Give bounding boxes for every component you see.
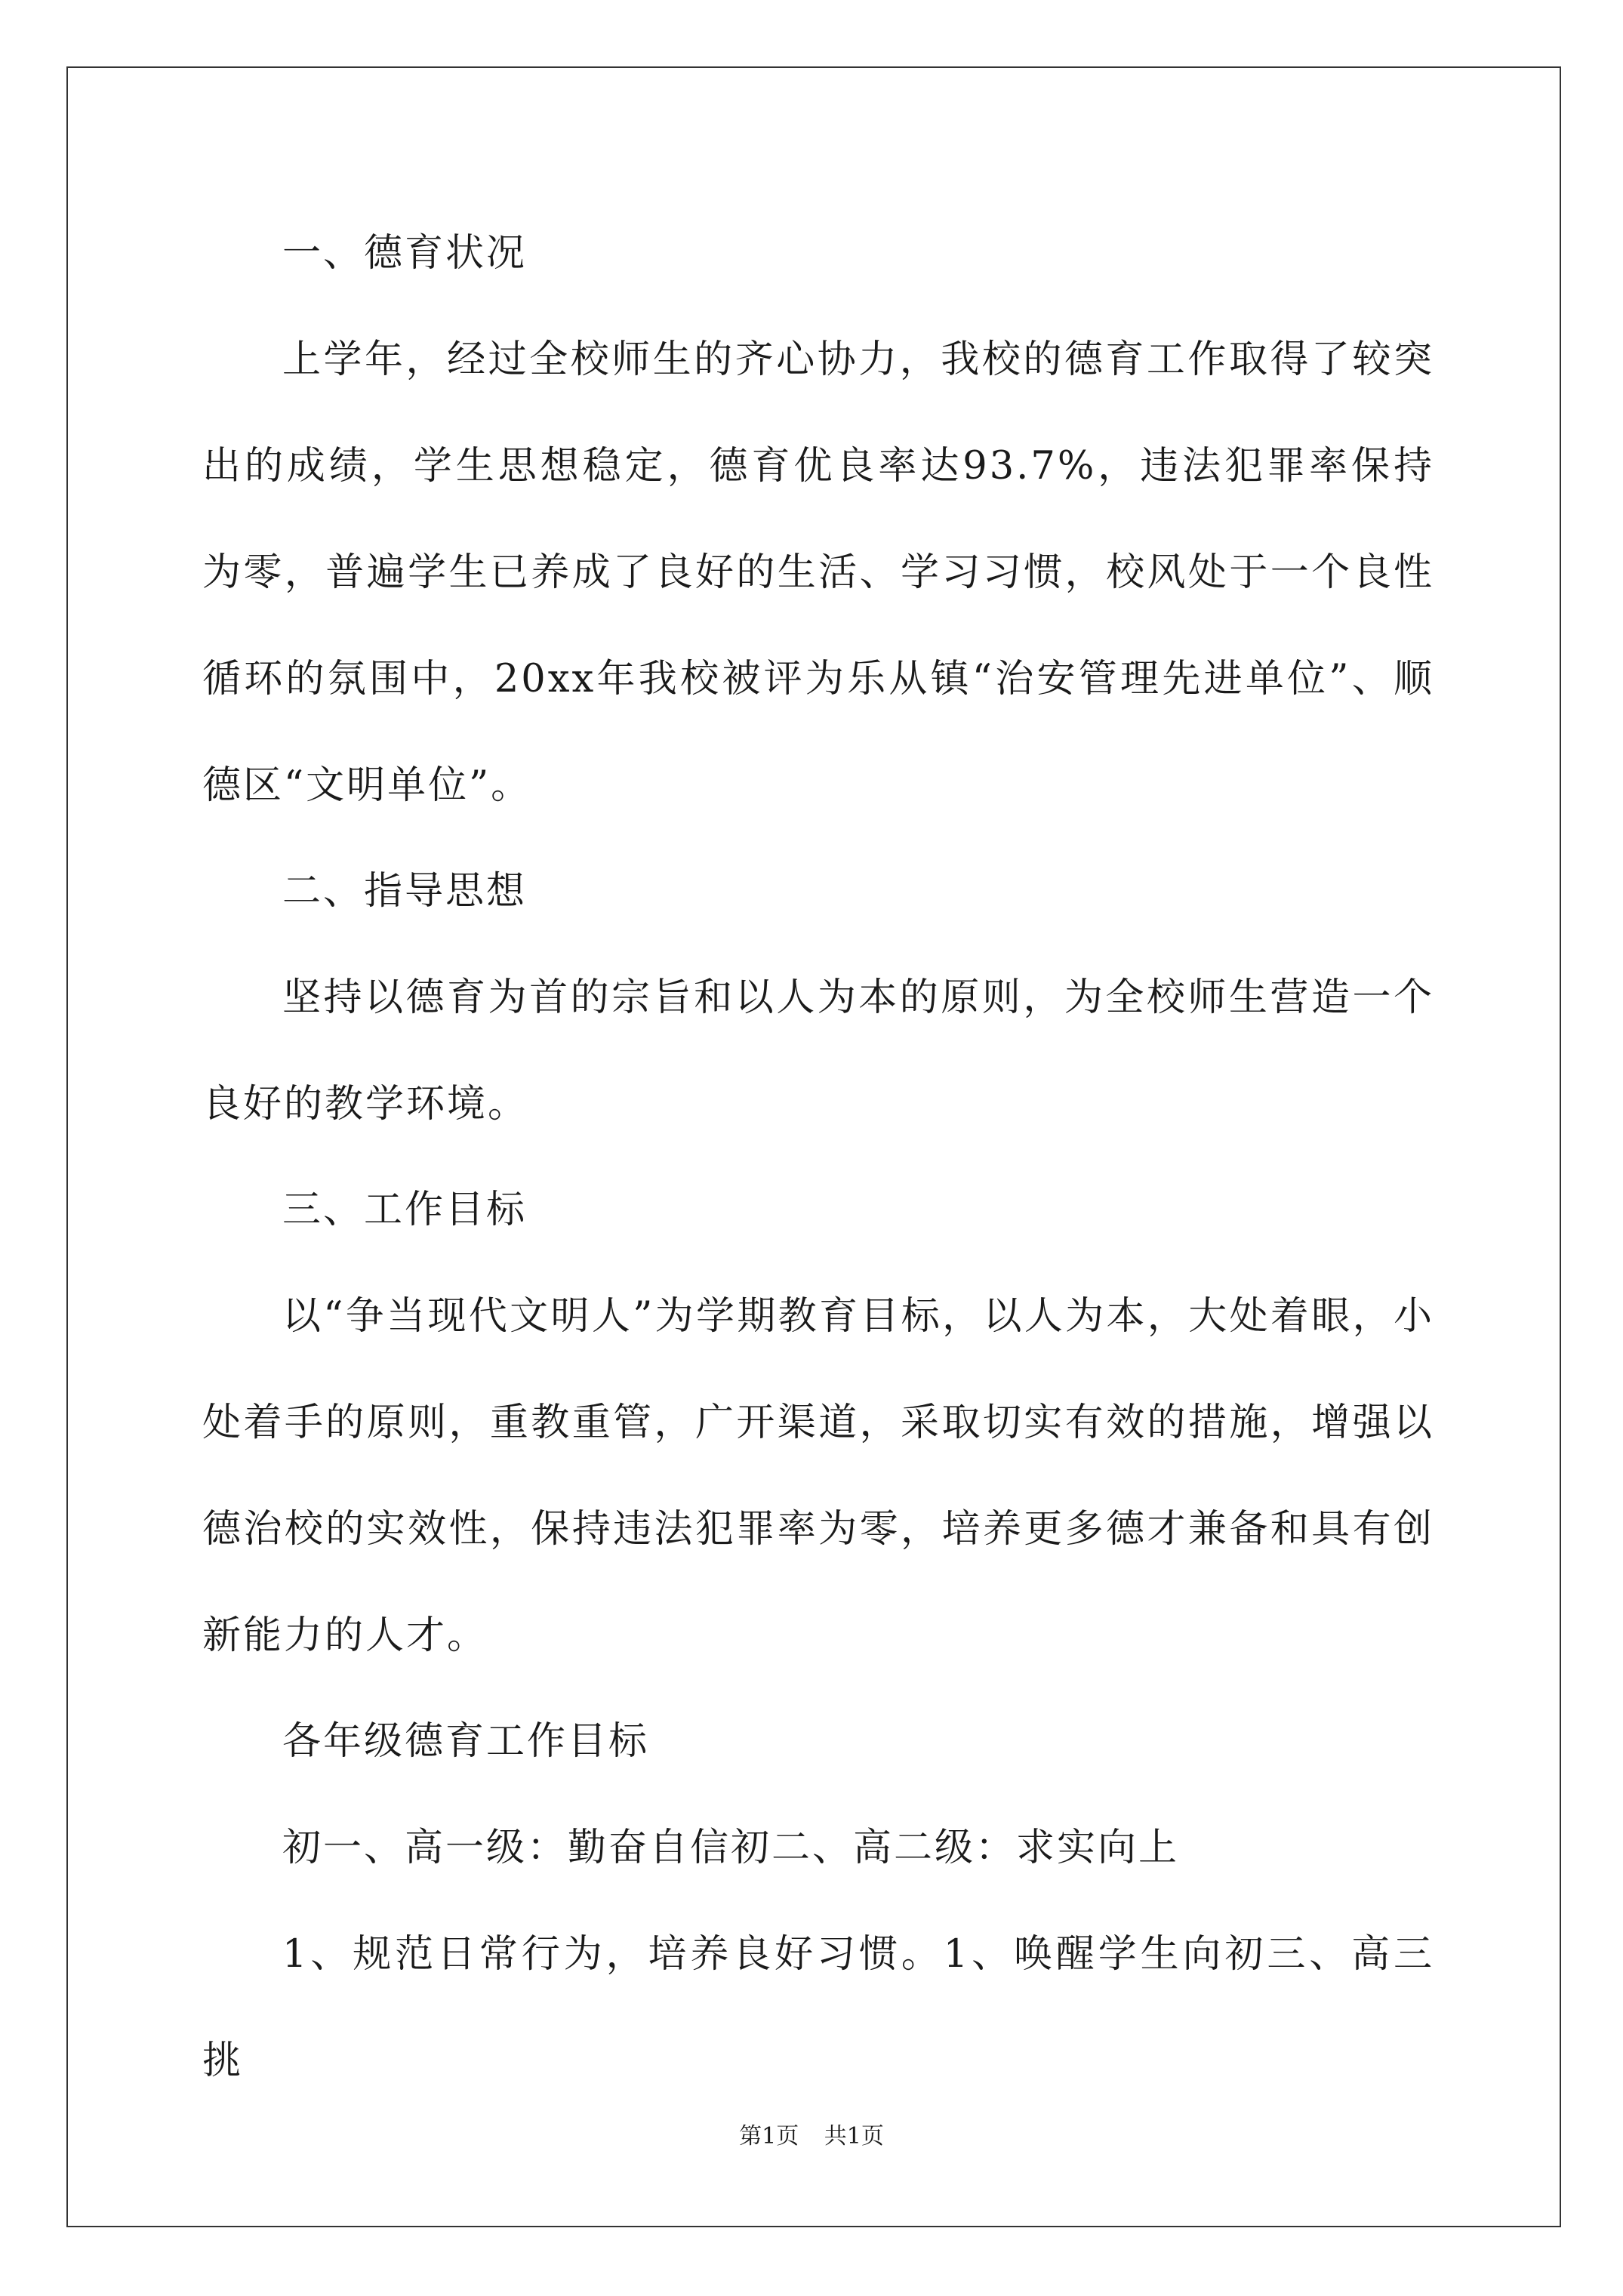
subheading-grade-goals: 各年级德育工作目标 [282,1719,650,1764]
paragraph-moral-status: 上学年，经过全校师生的齐心协力，我校的德育工作取得了较突出的成绩，学生思想稳定，德育优良率达93.7%，违法犯罪率保持为零，普遍学生已养成了良好的生活、学习习惯，校风处于一个良性循环的氛围中，20xx年我校被评为乐从镇“治安管理先进单位”、顺德区“文明单位”。 [202,337,1434,808]
section-heading-work-goals: 三、工作目标 [282,1188,528,1232]
paragraph-grade-mottos: 初一、高一级：勤奋自信初二、高二级：求实向上 [282,1826,1180,1870]
paragraph-guiding-thought: 坚持以德育为首的宗旨和以人为本的原则，为全校师生营造一个良好的教学环境。 [202,975,1434,1126]
page-number: 第1页 [739,2123,799,2150]
page-total: 共1页 [824,2123,884,2150]
section-heading-guiding-thought: 二、指导思想 [282,869,528,914]
paragraph-work-goals: 以“争当现代文明人”为学期教育目标，以人为本，大处着眼，小处着手的原则，重教重管，广开渠道，采取切实有效的措施，增强以德治校的实效性，保持违法犯罪率为零，培养更多德才兼备和具有创新能力的人才。 [202,1294,1434,1658]
section-heading-moral-status: 一、德育状况 [282,231,528,276]
page-footer [0,2122,1623,2152]
paragraph-grade-item-1: 1、规范日常行为，培养良好习惯。1、唤醒学生向初三、高三挑 [202,1932,1434,2083]
